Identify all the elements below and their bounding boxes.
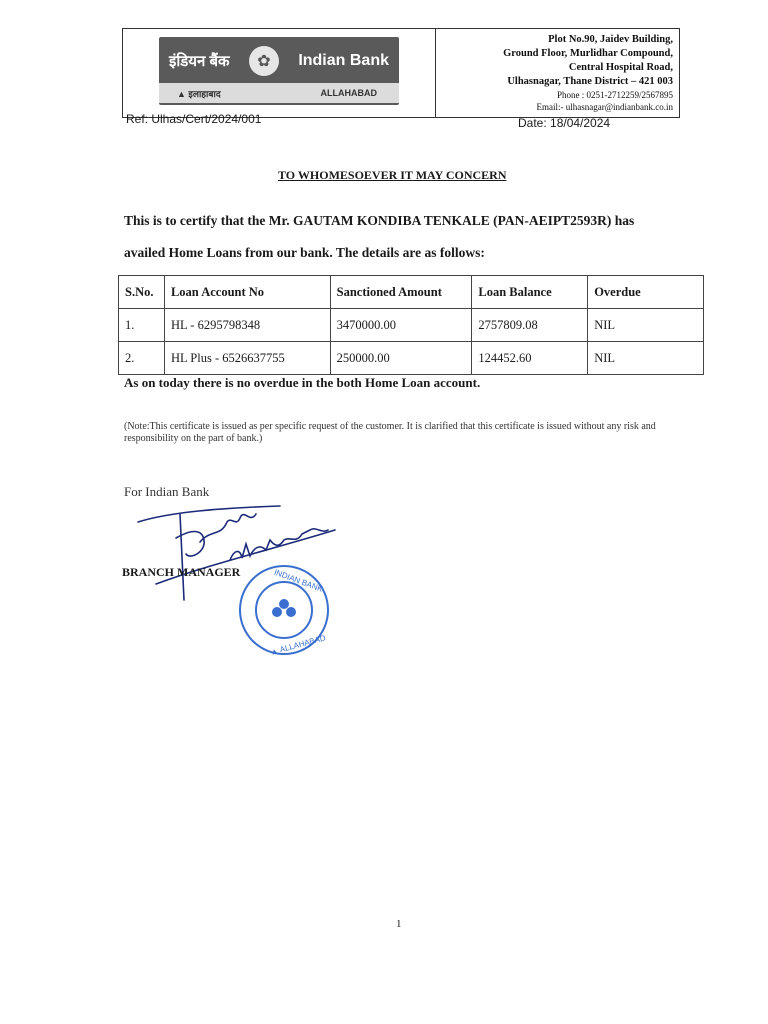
header-sanctioned: Sanctioned Amount (330, 276, 472, 309)
cell-overdue: NIL (588, 309, 704, 342)
cell-balance: 2757809.08 (472, 309, 588, 342)
branch-address (503, 33, 673, 113)
letterhead (122, 28, 680, 118)
table-row (119, 342, 704, 375)
subject-heading: TO WHOMESOEVER IT MAY CONCERN (278, 168, 507, 182)
header-overdue: Overdue (588, 276, 704, 309)
header-sno: S.No. (119, 276, 165, 309)
bank-seal-stamp (232, 560, 342, 660)
logo-english-name: Indian Bank (298, 52, 389, 69)
address-line-3: Central Hospital Road, (568, 62, 673, 73)
header-divider (435, 29, 436, 117)
cell-sno: 1. (119, 309, 165, 342)
table-header-row (119, 276, 704, 309)
svg-text:▲ ALLAHABAD: ▲ ALLAHABAD (269, 633, 327, 657)
address-line-4: Ulhasnagar, Thane District – 421 003 (507, 76, 673, 87)
cell-sno: 2. (119, 342, 165, 375)
designation-label: BRANCH MANAGER (122, 565, 241, 579)
letter-date: Date: 18/04/2024 (518, 116, 611, 130)
logo-hindi-name: इंडियन बैंक (169, 53, 230, 70)
overdue-statement: As on today there is no overdue in the both Home Loan account. (124, 375, 481, 390)
disclaimer-note: (Note:This certificate is issued as per specific request of the customer. It is clarified that this certificate is issued without any risk and responsibility on the part of bank.) (124, 421, 656, 444)
header-balance: Loan Balance (472, 276, 588, 309)
for-bank-label: For Indian Bank (124, 484, 210, 499)
bank-emblem-icon: ✿ (249, 46, 279, 76)
cell-account: HL - 6295798348 (164, 309, 330, 342)
certify-paragraph: This is to certify that the Mr. GAUTAM KONDIBA TENKALE (PAN-AEIPT2593R) has (124, 213, 635, 228)
page-number: 1 (396, 918, 402, 930)
header-account: Loan Account No (164, 276, 330, 309)
cell-sanctioned: 3470000.00 (330, 309, 472, 342)
details-paragraph: availed Home Loans from our bank. The details are as follows: (124, 245, 485, 260)
address-line-2: Ground Floor, Murlidhar Compound, (503, 48, 673, 59)
logo-hindi-sub: ▲ इलाहाबाद (177, 88, 221, 99)
loan-table (118, 275, 704, 375)
cell-account: HL Plus - 6526637755 (164, 342, 330, 375)
table-row (119, 309, 704, 342)
logo-english-sub: ALLAHABAD (320, 88, 377, 98)
bank-logo (159, 37, 399, 105)
cell-balance: 124452.60 (472, 342, 588, 375)
address-phone: Phone : 0251-2712259/2567895 (557, 90, 673, 100)
cell-overdue: NIL (588, 342, 704, 375)
reference-number: Ref: Ulhas/Cert/2024/001 (126, 112, 262, 126)
svg-text:INDIAN BANK: INDIAN BANK (272, 567, 325, 594)
address-line-1: Plot No.90, Jaidev Building, (548, 34, 673, 45)
address-email: Email:- ulhasnagar@indianbank.co.in (536, 102, 673, 112)
cell-sanctioned: 250000.00 (330, 342, 472, 375)
